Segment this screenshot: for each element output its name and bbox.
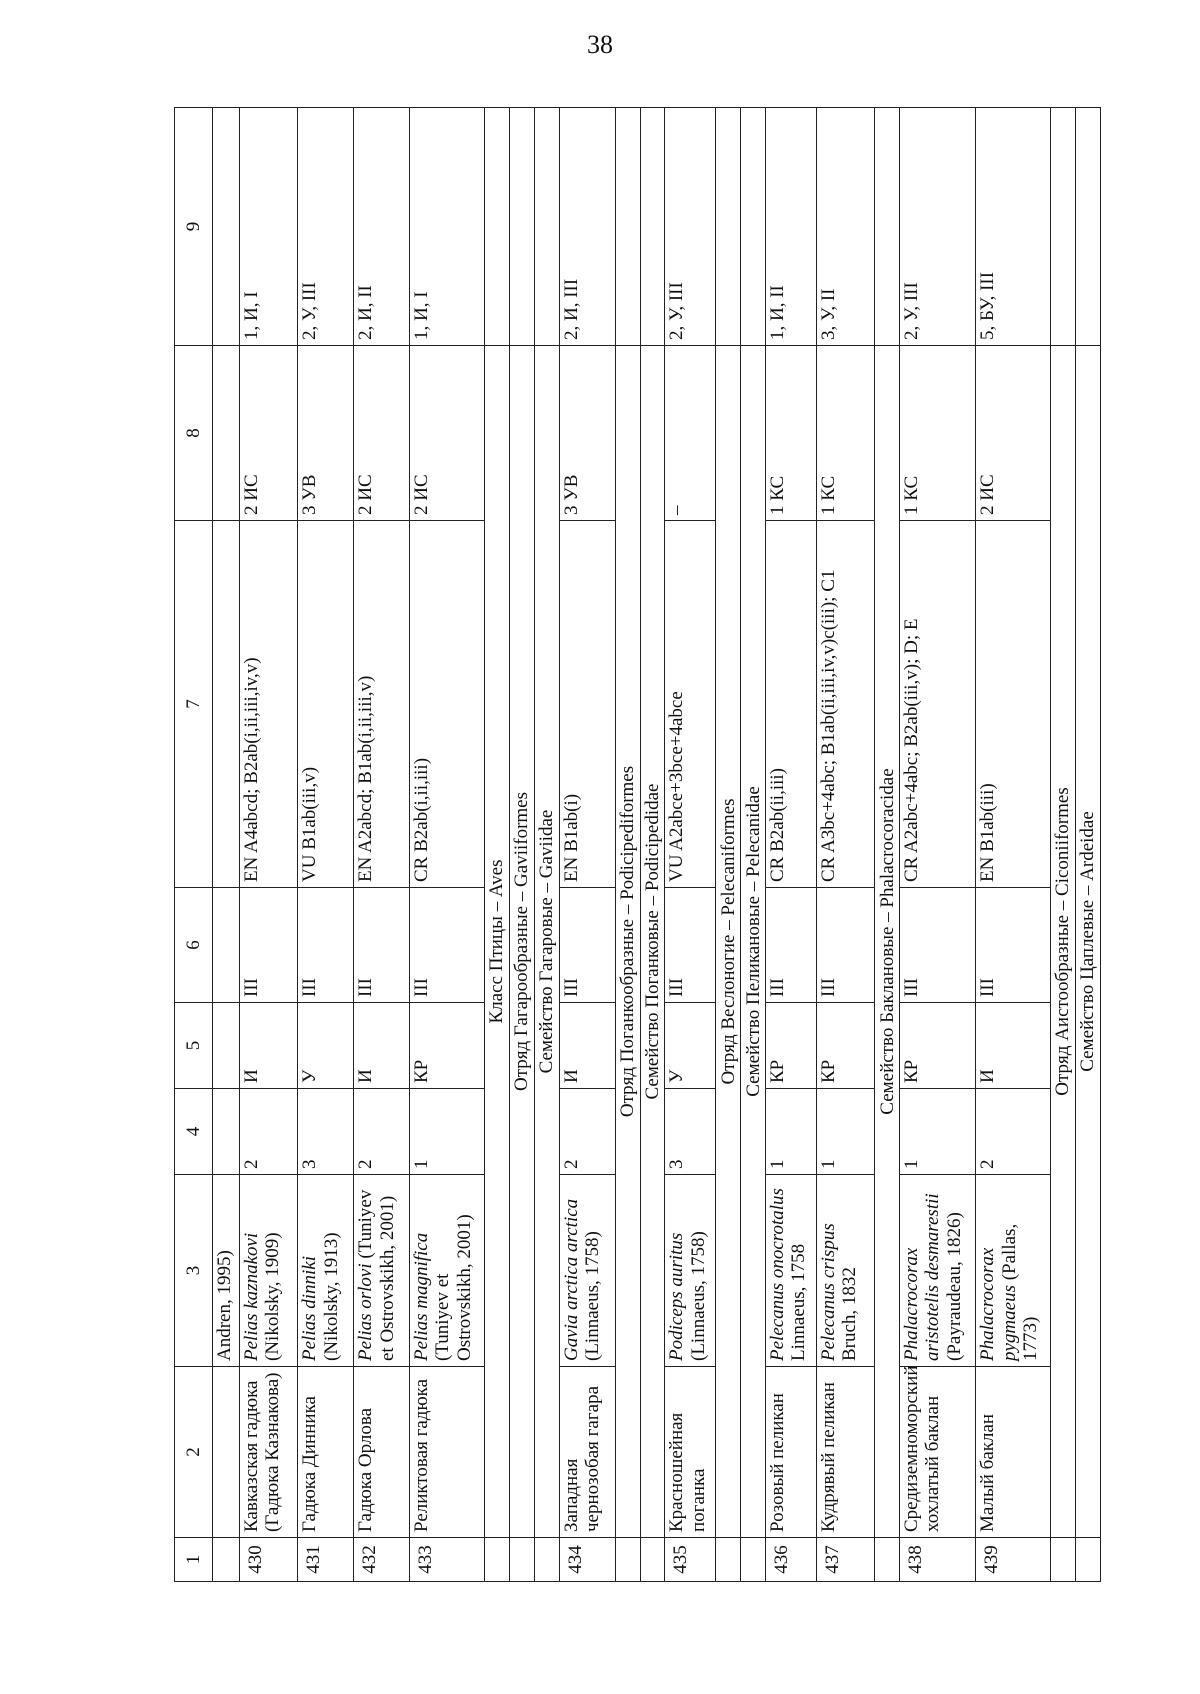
page-number: 38	[587, 30, 613, 59]
cell-c8: –	[665, 346, 716, 521]
species-latin-cell	[354, 1175, 410, 1367]
cell-c4: 1	[900, 1089, 976, 1175]
empty-cell	[213, 346, 240, 521]
section-row	[534, 108, 559, 1582]
cell-c7: CR B2ab(i,ii,iii)	[410, 521, 485, 888]
species-author: (Nikolsky, 1909)	[262, 1232, 284, 1361]
cell-c5: КР	[817, 1003, 875, 1089]
cell-c8: 2 ИС	[976, 346, 1051, 521]
section-spacer-cell	[484, 1538, 509, 1582]
species-latin-cell	[976, 1175, 1051, 1367]
cell-c6: III	[559, 888, 615, 1003]
cell-c9: 2, И, III	[559, 108, 615, 346]
section-row	[716, 108, 741, 1582]
section-spacer-cell	[741, 1538, 766, 1582]
red-list-table	[174, 107, 1101, 1582]
cell-c4: 2	[559, 1089, 615, 1175]
species-author: (Linnaeus, 1758)	[687, 1231, 709, 1361]
header-cell: 9	[175, 108, 213, 346]
section-title: Отряд Веслоногие – Pelecaniformes	[716, 346, 741, 1538]
species-row	[298, 108, 354, 1582]
section-title: Отряд Гагарообразные – Gaviiformes	[509, 346, 534, 1538]
cell-c9: 1, И, I	[240, 108, 298, 346]
cell-c6: III	[665, 888, 716, 1003]
section-row	[1051, 108, 1076, 1582]
continuation-row	[213, 108, 240, 1582]
cell-c8: 3 УВ	[298, 346, 354, 521]
cell-c8: 2 ИС	[240, 346, 298, 521]
species-latin-cell	[900, 1175, 976, 1367]
cell-c9: 3, У, II	[817, 108, 875, 346]
species-name-ru: Малый баклан	[976, 1367, 1051, 1538]
cell-c6: III	[817, 888, 875, 1003]
cell-c5: И	[354, 1003, 410, 1089]
cell-c4: 2	[240, 1089, 298, 1175]
section-title: Класс Птицы – Aves	[484, 346, 509, 1538]
species-latin-name: Pelias magnifica	[411, 1232, 433, 1361]
species-row	[766, 108, 817, 1582]
species-latin-name: Pelecanus crispus	[818, 1223, 840, 1361]
cell-c4: 3	[298, 1089, 354, 1175]
header-cell: 6	[175, 888, 213, 1003]
cell-c8: 2 ИС	[410, 346, 485, 521]
empty-cell	[213, 108, 240, 346]
cell-c4: 3	[665, 1089, 716, 1175]
empty-cell	[213, 1089, 240, 1175]
header-cell: 3	[175, 1175, 213, 1367]
species-row	[900, 108, 976, 1582]
cell-c8: 1 КС	[900, 346, 976, 521]
section-spacer-cell	[1051, 1538, 1076, 1582]
cell-c5: У	[665, 1003, 716, 1089]
cell-c7: EN B1ab(iii)	[976, 521, 1051, 888]
species-name-ru: Кудрявый пеликан	[817, 1367, 875, 1538]
cell-c6: III	[976, 888, 1051, 1003]
species-author: (Payraudeau, 1826)	[943, 1212, 965, 1361]
species-latin-name: Gavia arctica arctica	[560, 1198, 582, 1361]
cell-c7: CR A2abc+4abc; B2ab(iii,v); D; E	[900, 521, 976, 888]
section-spacer-cell	[875, 108, 900, 346]
species-author: (Tuniyev et Ostrovskikh, 2001)	[355, 1189, 398, 1361]
species-latin-cell	[559, 1175, 615, 1367]
cell-c7: EN A4abcd; B2ab(i,ii,iii,iv,v)	[240, 521, 298, 888]
section-row	[509, 108, 534, 1582]
cell-c5: КР	[900, 1003, 976, 1089]
section-spacer-cell	[509, 108, 534, 346]
cell-c8: 2 ИС	[354, 346, 410, 521]
species-author: (Pallas, 1773)	[998, 1223, 1041, 1361]
row-number: 438	[900, 1538, 976, 1582]
cell-c9: 2, У, III	[298, 108, 354, 346]
section-spacer-cell	[741, 108, 766, 346]
cell-c5: У	[298, 1003, 354, 1089]
row-number: 432	[354, 1538, 410, 1582]
species-row	[665, 108, 716, 1582]
species-name-ru: Реликтовая гадюка	[410, 1367, 485, 1538]
species-latin-name: Podiceps auritus	[666, 1232, 688, 1361]
header-cell: 8	[175, 346, 213, 521]
cell-c9: 2, И, II	[354, 108, 410, 346]
species-latin-cell	[240, 1175, 298, 1367]
section-spacer-cell	[534, 108, 559, 346]
section-title: Отряд Поганкообразные – Podicipediformes	[615, 346, 640, 1538]
section-spacer-cell	[640, 108, 665, 346]
species-author: (Nikolsky, 1913)	[320, 1232, 342, 1361]
cell-c8: 1 КС	[817, 346, 875, 521]
species-name-ru: Кавказская гадюка (Гадюка Казнакова)	[240, 1367, 298, 1538]
section-title: Семейство Баклановые – Phalacrocoracidae	[875, 346, 900, 1538]
species-name-ru: Гадюка Орлова	[354, 1367, 410, 1538]
row-number: 435	[665, 1538, 716, 1582]
section-title: Семейство Гагаровые – Gaviidae	[534, 346, 559, 1538]
species-name-ru: Западная чернозобая гагара	[559, 1367, 615, 1538]
section-spacer-cell	[875, 1538, 900, 1582]
cell-c7: CR A3bc+4abc; B1ab(ii,iii,iv,v)c(iii); C1	[817, 521, 875, 888]
species-latin-name: Pelias dinniki	[299, 1255, 321, 1361]
species-latin-name: Pelias kaznakovi	[241, 1232, 263, 1361]
cell-c4: 2	[354, 1089, 410, 1175]
species-latin-name: Pelecanus onocrotalus	[767, 1188, 789, 1361]
species-latin-cell	[766, 1175, 817, 1367]
empty-cell	[213, 1367, 240, 1538]
row-number: 434	[559, 1538, 615, 1582]
section-spacer-cell	[716, 108, 741, 346]
cell-c9: 2, У, III	[900, 108, 976, 346]
species-row	[240, 108, 298, 1582]
section-spacer-cell	[615, 1538, 640, 1582]
cell-c6: III	[410, 888, 485, 1003]
species-latin-name: Phalacrocorax pygmaeus	[977, 1247, 1020, 1361]
species-latin-name: Phalacrocorax aristotelis desmarestii	[901, 1193, 944, 1361]
cell-c7: VU B1ab(iii,v)	[298, 521, 354, 888]
cell-c9: 1, И, II	[766, 108, 817, 346]
species-row	[354, 108, 410, 1582]
row-number: 430	[240, 1538, 298, 1582]
header-cell: 5	[175, 1003, 213, 1089]
section-spacer-cell	[534, 1538, 559, 1582]
row-number: 439	[976, 1538, 1051, 1582]
section-title: Отряд Аистообразные – Ciconiiformes	[1051, 346, 1076, 1538]
cell-c7: CR B2ab(ii,iii)	[766, 521, 817, 888]
cell-c4: 1	[766, 1089, 817, 1175]
section-spacer-cell	[509, 1538, 534, 1582]
cell-c9: 2, У, III	[665, 108, 716, 346]
cell-c8: 3 УВ	[559, 346, 615, 521]
section-row	[484, 108, 509, 1582]
empty-cell	[213, 888, 240, 1003]
species-latin-cell	[665, 1175, 716, 1367]
section-row	[640, 108, 665, 1582]
cell-c5: И	[976, 1003, 1051, 1089]
empty-cell	[213, 1538, 240, 1582]
section-row	[615, 108, 640, 1582]
cell-c7: EN B1ab(i)	[559, 521, 615, 888]
cell-c5: И	[240, 1003, 298, 1089]
continuation-author: Andren, 1995)	[213, 1175, 240, 1367]
header-cell: 2	[175, 1367, 213, 1538]
species-name-ru: Средиземноморский хохлатый баклан	[900, 1367, 976, 1538]
cell-c4: 1	[817, 1089, 875, 1175]
section-row	[741, 108, 766, 1582]
section-title: Семейство Пеликановые – Pelecanidae	[741, 346, 766, 1538]
header-cell: 4	[175, 1089, 213, 1175]
section-spacer-cell	[1075, 108, 1100, 346]
section-spacer-cell	[1051, 108, 1076, 346]
cell-c6: III	[900, 888, 976, 1003]
cell-c6: III	[766, 888, 817, 1003]
section-spacer-cell	[716, 1538, 741, 1582]
cell-c7: EN A2abcd; B1ab(i,ii,iii,v)	[354, 521, 410, 888]
cell-c5: КР	[410, 1003, 485, 1089]
species-row	[410, 108, 485, 1582]
row-number: 431	[298, 1538, 354, 1582]
section-spacer-cell	[484, 108, 509, 346]
species-row	[976, 108, 1051, 1582]
cell-c4: 1	[410, 1089, 485, 1175]
header-cell: 1	[175, 1538, 213, 1582]
rotated-table-wrapper	[174, 108, 1101, 1582]
cell-c9: 1, И, I	[410, 108, 485, 346]
species-latin-name: Pelias orlovi	[355, 1263, 377, 1361]
empty-cell	[213, 521, 240, 888]
species-author: Bruch, 1832	[839, 1267, 861, 1361]
cell-c6: III	[298, 888, 354, 1003]
row-number: 437	[817, 1538, 875, 1582]
section-title: Семейство Поганковые – Podicipedidae	[640, 346, 665, 1538]
cell-c8: 1 КС	[766, 346, 817, 521]
empty-cell	[213, 1003, 240, 1089]
species-name-ru: Красношейная поганка	[665, 1367, 716, 1538]
section-spacer-cell	[1075, 1538, 1100, 1582]
row-number: 433	[410, 1538, 485, 1582]
row-number: 436	[766, 1538, 817, 1582]
cell-c5: И	[559, 1003, 615, 1089]
species-latin-cell	[817, 1175, 875, 1367]
species-author: (Linnaeus, 1758)	[581, 1231, 603, 1361]
cell-c6: III	[240, 888, 298, 1003]
section-row	[875, 108, 900, 1582]
cell-c4: 2	[976, 1089, 1051, 1175]
cell-c6: III	[354, 888, 410, 1003]
section-spacer-cell	[615, 108, 640, 346]
species-latin-cell	[410, 1175, 485, 1367]
section-row	[1075, 108, 1100, 1582]
section-title: Семейство Цаплевые – Ardeidae	[1075, 346, 1100, 1538]
species-author: Linnaeus, 1758	[788, 1243, 810, 1361]
cell-c9: 5, БУ, III	[976, 108, 1051, 346]
species-name-ru: Гадюка Динника	[298, 1367, 354, 1538]
cell-c7: VU A2abce+3bce+4abce	[665, 521, 716, 888]
section-spacer-cell	[640, 1538, 665, 1582]
species-name-ru: Розовый пеликан	[766, 1367, 817, 1538]
species-author: (Tuniyev et Ostrovskikh, 2001)	[432, 1214, 475, 1361]
species-latin-cell	[298, 1175, 354, 1367]
header-cell: 7	[175, 521, 213, 888]
species-row	[817, 108, 875, 1582]
species-row	[559, 108, 615, 1582]
header-row	[175, 108, 213, 1582]
cell-c5: КР	[766, 1003, 817, 1089]
